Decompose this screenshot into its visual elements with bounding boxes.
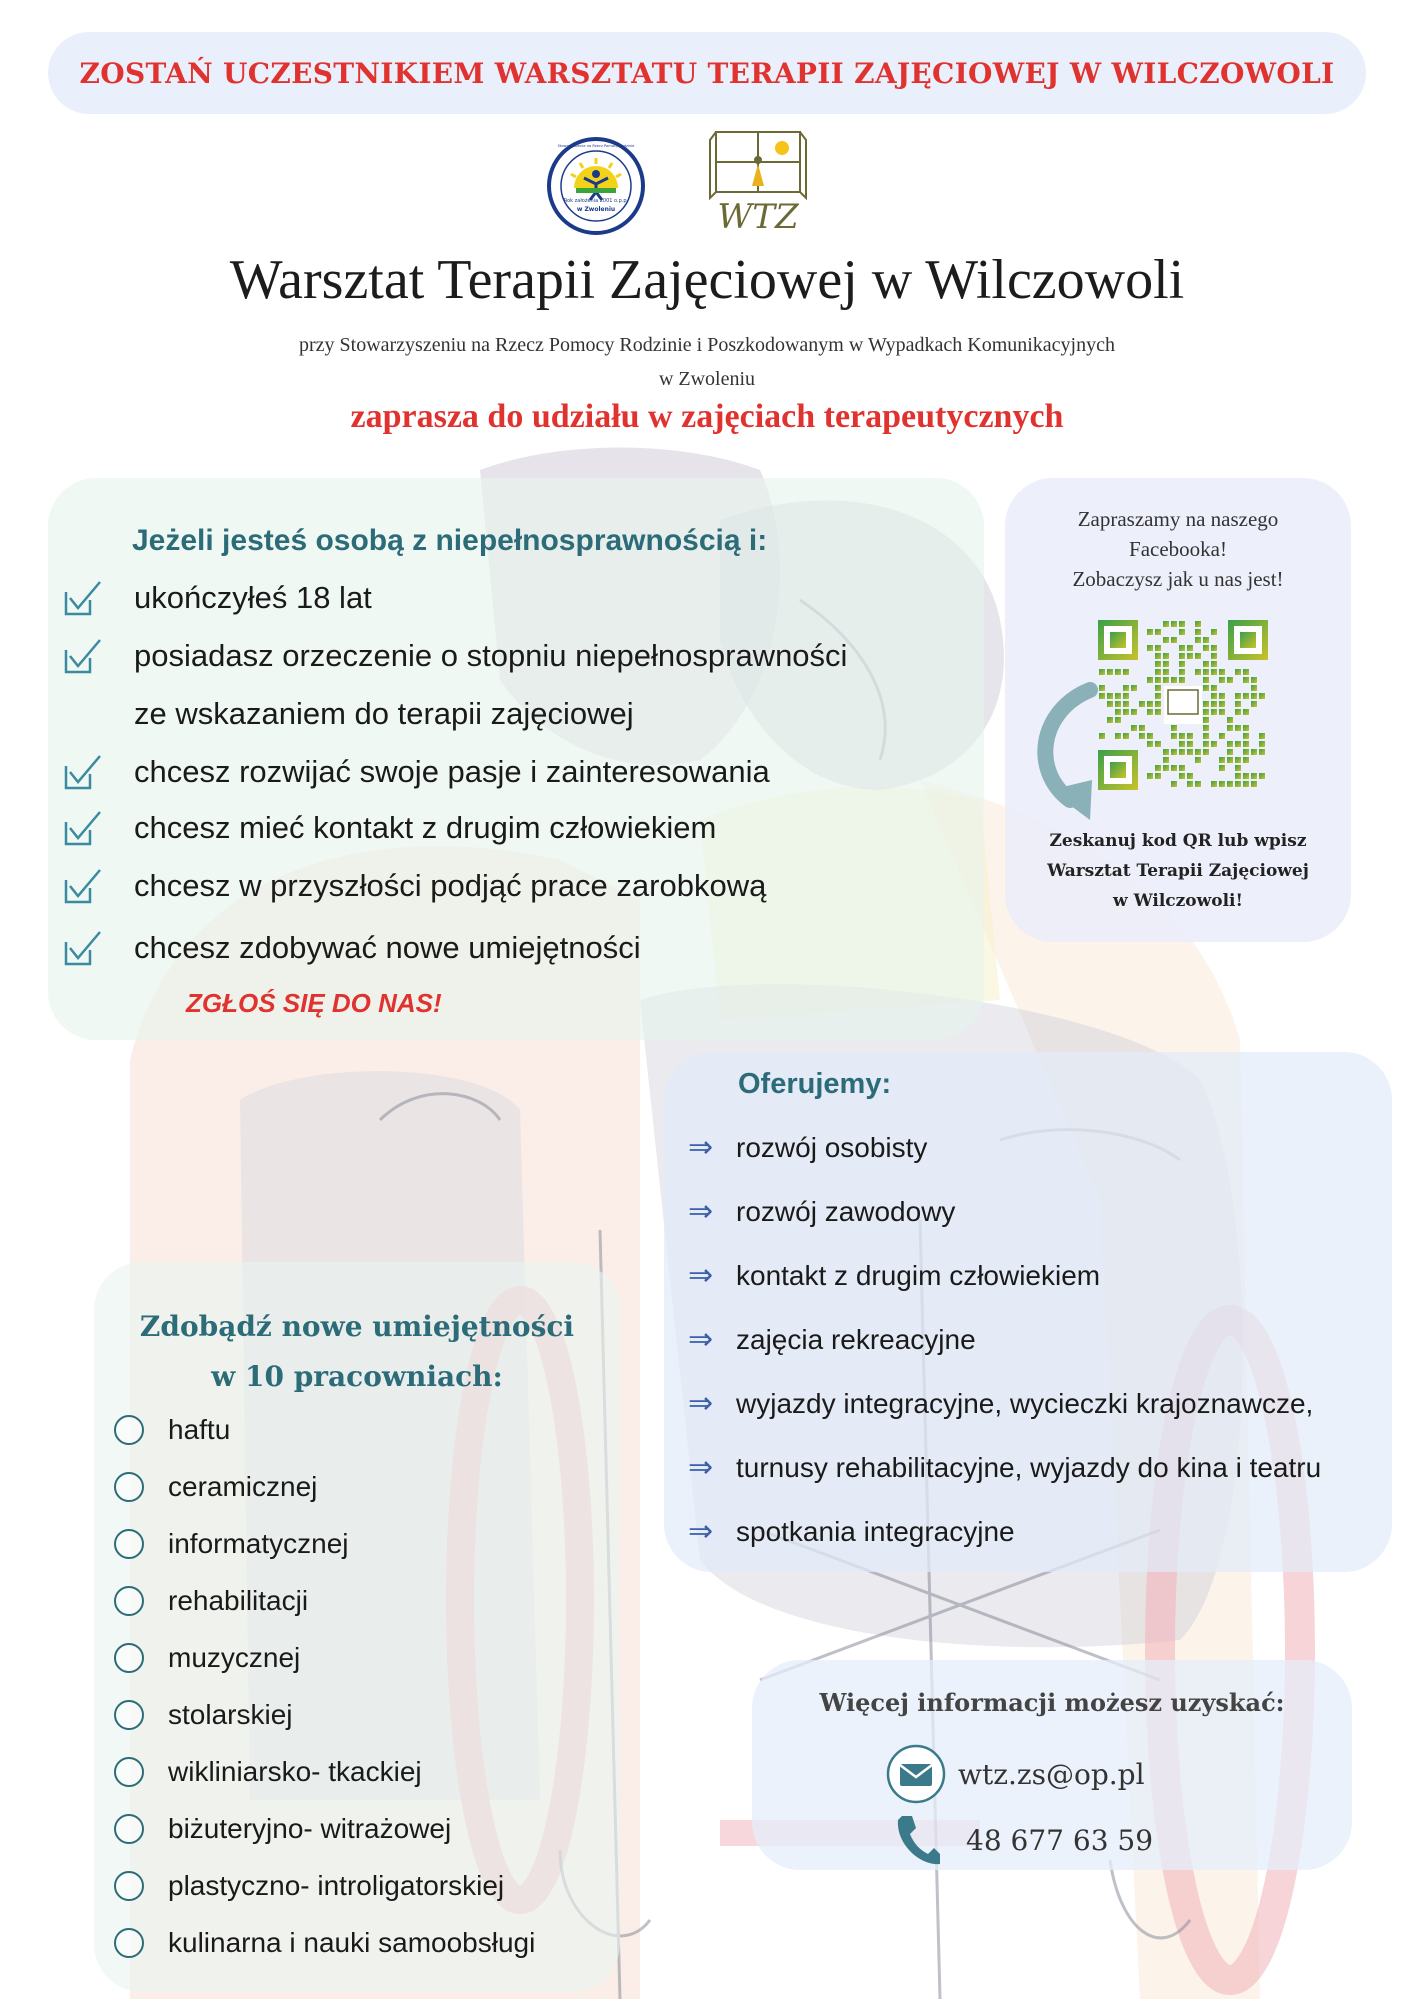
offer-item xyxy=(688,1258,1100,1293)
qr-module xyxy=(1179,645,1185,651)
qr-module xyxy=(1187,773,1193,779)
invite-text: zaprasza do udziału w zajęciach terapeutycznych xyxy=(350,398,1064,435)
cta-text: ZGŁOŚ SIĘ DO NAS! xyxy=(186,988,442,1018)
workshop-item xyxy=(114,1699,292,1731)
qr-module xyxy=(1171,621,1177,627)
qr-module xyxy=(1203,677,1209,683)
qr-module xyxy=(1235,669,1241,675)
qr-module xyxy=(1147,701,1153,707)
qr-module xyxy=(1251,693,1257,699)
double-arrow-icon: ⇒ xyxy=(688,1387,714,1420)
double-arrow-icon: ⇒ xyxy=(688,1131,714,1164)
qr-module xyxy=(1179,621,1185,627)
subtitle-line-1: przy Stowarzyszeniu na Rzecz Pomocy Rodzinie i Poszkodowanym w Wypadkach Komunikacyjnych xyxy=(298,334,1115,356)
requirement-text: chcesz rozwijać swoje pasje i zainteresowania xyxy=(134,754,770,789)
checkbox-checked-icon xyxy=(60,928,104,968)
qr-module xyxy=(1187,781,1193,787)
qr-module xyxy=(1227,725,1233,731)
workshop-item xyxy=(114,1528,349,1560)
email-icon xyxy=(886,1744,946,1804)
bullet-circle-icon xyxy=(114,1700,144,1730)
qr-module xyxy=(1131,685,1137,691)
requirement-text: ukończyłeś 18 lat xyxy=(134,580,372,615)
qr-module xyxy=(1251,685,1257,691)
qr-module xyxy=(1219,677,1225,683)
qr-module xyxy=(1203,741,1209,747)
checkbox-spacer xyxy=(60,694,104,734)
requirement-text: chcesz zdobywać nowe umiejętności xyxy=(134,930,641,965)
qr-module xyxy=(1155,677,1161,683)
double-arrow-icon: ⇒ xyxy=(688,1515,714,1548)
qr-module xyxy=(1163,661,1169,667)
requirement-item xyxy=(60,694,634,734)
qr-module xyxy=(1155,685,1161,691)
qr-module xyxy=(1195,653,1201,659)
qr-module xyxy=(1155,645,1161,651)
checkbox-checked-icon xyxy=(60,578,104,618)
qr-module xyxy=(1107,669,1113,675)
qr-module xyxy=(1203,645,1209,651)
checkbox-checked-icon xyxy=(60,636,104,676)
qr-module xyxy=(1179,669,1185,675)
qr-module xyxy=(1219,765,1225,771)
double-arrow-icon: ⇒ xyxy=(688,1259,714,1292)
bullet-circle-icon xyxy=(114,1415,144,1445)
workshop-item xyxy=(114,1414,230,1446)
qr-module xyxy=(1155,693,1161,699)
qr-module xyxy=(1243,773,1249,779)
qr-code[interactable] xyxy=(1098,620,1268,790)
qr-module xyxy=(1195,637,1201,643)
qr-module xyxy=(1259,741,1265,747)
qr-module xyxy=(1179,765,1185,771)
workshop-text: muzycznej xyxy=(168,1642,301,1673)
qr-module xyxy=(1123,693,1129,699)
association-logo-middle: Rok założenia 2001 o.p.p. xyxy=(563,198,629,204)
qr-module xyxy=(1219,701,1225,707)
workshop-text: ceramicznej xyxy=(168,1471,318,1502)
qr-module xyxy=(1123,701,1129,707)
qr-line-2: Warsztat Terapii Zajęciowej xyxy=(1047,861,1309,881)
bullet-circle-icon xyxy=(114,1757,144,1787)
double-arrow-icon: ⇒ xyxy=(688,1451,714,1484)
requirement-text: chcesz w przyszłości podjąć prace zarobkową xyxy=(134,868,767,903)
facebook-line-1: Zapraszamy na naszego xyxy=(1077,507,1279,531)
offer-item xyxy=(688,1386,1313,1421)
qr-module xyxy=(1235,725,1241,731)
qr-module xyxy=(1123,709,1129,715)
qr-module xyxy=(1155,669,1161,675)
qr-module xyxy=(1163,637,1169,643)
qr-module xyxy=(1203,709,1209,715)
qr-module xyxy=(1219,733,1225,739)
qr-module xyxy=(1211,685,1217,691)
qr-module xyxy=(1251,749,1257,755)
qr-module xyxy=(1243,693,1249,699)
qr-module xyxy=(1123,733,1129,739)
qr-module xyxy=(1147,629,1153,635)
qr-module xyxy=(1163,765,1169,771)
bullet-circle-icon xyxy=(114,1928,144,1958)
qr-module xyxy=(1155,709,1161,715)
requirement-text: chcesz mieć kontakt z drugim człowiekiem xyxy=(134,810,717,845)
double-arrow-icon: ⇒ xyxy=(688,1323,714,1356)
email-text[interactable]: wtz.zs@op.pl xyxy=(958,1757,1145,1791)
qr-module xyxy=(1139,733,1145,739)
qr-module xyxy=(1171,725,1177,731)
qr-module xyxy=(1115,701,1121,707)
qr-module xyxy=(1171,637,1177,643)
qr-module xyxy=(1235,701,1241,707)
qr-module xyxy=(1219,669,1225,675)
checkbox-checked-icon xyxy=(60,808,104,848)
offer-item xyxy=(688,1194,955,1229)
offer-text: turnusy rehabilitacyjne, wyjazdy do kina i teatru xyxy=(736,1451,1322,1483)
offer-heading: Oferujemy: xyxy=(738,1068,892,1100)
qr-module xyxy=(1155,629,1161,635)
curved-arrow-icon xyxy=(1020,680,1110,830)
workshop-text: informatycznej xyxy=(168,1528,349,1559)
qr-module xyxy=(1179,749,1185,755)
workshop-text: wikliniarsko- tkackiej xyxy=(168,1756,422,1787)
qr-module xyxy=(1131,725,1137,731)
qr-line-1: Zeskanuj kod QR lub wpisz xyxy=(1049,831,1307,851)
qr-module xyxy=(1187,741,1193,747)
qr-module xyxy=(1243,781,1249,787)
phone-text[interactable]: 48 677 63 59 xyxy=(966,1823,1154,1857)
qr-module xyxy=(1219,757,1225,763)
qr-module xyxy=(1195,669,1201,675)
qr-module xyxy=(1203,725,1209,731)
qr-module xyxy=(1163,621,1169,627)
association-logo-bottom: w Zwoleniu xyxy=(576,206,616,213)
qr-module xyxy=(1259,749,1265,755)
qr-line-3: w Wilczowoli! xyxy=(1113,891,1243,911)
qr-module xyxy=(1243,741,1249,747)
qr-module xyxy=(1203,637,1209,643)
qr-module xyxy=(1211,629,1217,635)
qr-module xyxy=(1187,749,1193,755)
banner-text: ZOSTAŃ UCZESTNIKIEM WARSZTATU TERAPII ZAJĘCIOWEJ W WILCZOWOLI xyxy=(79,56,1335,90)
qr-module xyxy=(1171,733,1177,739)
qr-module xyxy=(1243,725,1249,731)
qr-module xyxy=(1155,653,1161,659)
workshop-text: kulinarna i nauki samoobsługi xyxy=(168,1927,536,1958)
qr-module xyxy=(1179,741,1185,747)
workshop-item xyxy=(114,1756,422,1788)
workshop-text: haftu xyxy=(168,1414,231,1445)
qr-module xyxy=(1203,733,1209,739)
offer-text: rozwój zawodowy xyxy=(736,1195,956,1227)
qr-module xyxy=(1259,773,1265,779)
qr-module xyxy=(1251,701,1257,707)
qr-instructions xyxy=(1020,826,1336,916)
qr-module xyxy=(1163,669,1169,675)
workshop-item xyxy=(114,1642,300,1674)
qr-module xyxy=(1219,709,1225,715)
page-title: Warsztat Terapii Zajęciowej w Wilczowoli xyxy=(229,249,1185,311)
qr-module xyxy=(1235,741,1241,747)
qr-module xyxy=(1227,677,1233,683)
qr-module xyxy=(1227,781,1233,787)
facebook-line-3: Zobaczysz jak u nas jest! xyxy=(1072,567,1284,591)
offer-item xyxy=(688,1450,1321,1485)
offer-item xyxy=(688,1130,927,1165)
qr-module xyxy=(1227,749,1233,755)
workshop-text: biżuteryjno- witrażowej xyxy=(168,1813,452,1844)
contact-heading: Więcej informacji możesz uzyskać: xyxy=(819,1688,1285,1717)
qr-module xyxy=(1187,733,1193,739)
offer-text: spotkania integracyjne xyxy=(736,1515,1015,1547)
qr-module xyxy=(1179,661,1185,667)
qr-module xyxy=(1227,741,1233,747)
workshops-heading xyxy=(94,1302,620,1402)
requirement-item xyxy=(60,866,766,906)
qr-module xyxy=(1259,693,1265,699)
qr-module xyxy=(1195,629,1201,635)
qr-module xyxy=(1139,725,1145,731)
qr-module xyxy=(1171,749,1177,755)
qr-module xyxy=(1155,661,1161,667)
qr-module xyxy=(1131,709,1137,715)
qr-module xyxy=(1147,645,1153,651)
qr-module xyxy=(1099,669,1105,675)
qr-module xyxy=(1251,781,1257,787)
qr-module xyxy=(1115,709,1121,715)
requirement-item xyxy=(60,752,770,792)
bullet-circle-icon xyxy=(114,1529,144,1559)
qr-module xyxy=(1235,781,1241,787)
qr-module xyxy=(1203,701,1209,707)
qr-module xyxy=(1235,693,1241,699)
qr-module xyxy=(1211,781,1217,787)
qr-module xyxy=(1179,733,1185,739)
qr-module xyxy=(1235,773,1241,779)
qr-module xyxy=(1203,669,1209,675)
wtz-logo-text: WTZ xyxy=(717,197,799,237)
workshop-item xyxy=(114,1471,317,1503)
qr-module xyxy=(1115,693,1121,699)
association-logo-top: Stowarzyszenie na Rzecz Pomocy Rodzinie xyxy=(557,144,635,148)
workshop-item xyxy=(114,1870,504,1902)
workshop-item xyxy=(114,1813,451,1845)
qr-module xyxy=(1147,709,1153,715)
qr-module xyxy=(1179,629,1185,635)
qr-module xyxy=(1211,709,1217,715)
workshop-item xyxy=(114,1585,308,1617)
workshops-heading-line-2: w 10 pracowniach: xyxy=(211,1360,503,1393)
qr-module xyxy=(1235,709,1241,715)
qr-module xyxy=(1235,757,1241,763)
requirements-list xyxy=(60,0,980,1000)
qr-module xyxy=(1211,661,1217,667)
qr-module xyxy=(1211,693,1217,699)
bullet-circle-icon xyxy=(114,1871,144,1901)
qr-module xyxy=(1115,733,1121,739)
workshop-text: stolarskiej xyxy=(168,1699,293,1730)
qr-module xyxy=(1139,701,1145,707)
qr-module xyxy=(1211,645,1217,651)
qr-module xyxy=(1179,773,1185,779)
offer-item xyxy=(688,1322,976,1357)
qr-module xyxy=(1163,653,1169,659)
qr-module xyxy=(1155,701,1161,707)
qr-module xyxy=(1163,749,1169,755)
qr-module xyxy=(1203,661,1209,667)
bullet-circle-icon xyxy=(114,1814,144,1844)
qr-module xyxy=(1179,677,1185,683)
workshop-text: plastyczno- introligatorskiej xyxy=(168,1870,505,1901)
workshops-heading-line-1: Zdobądź nowe umiejętności xyxy=(139,1310,575,1343)
qr-module xyxy=(1243,757,1249,763)
qr-module xyxy=(1195,749,1201,755)
workshop-text: rehabilitacji xyxy=(168,1585,309,1616)
qr-module xyxy=(1195,621,1201,627)
facebook-invite xyxy=(1005,504,1351,594)
qr-module xyxy=(1147,677,1153,683)
qr-module xyxy=(1259,733,1265,739)
qr-module xyxy=(1203,749,1209,755)
qr-module xyxy=(1187,645,1193,651)
bullet-circle-icon xyxy=(114,1586,144,1616)
qr-module xyxy=(1123,669,1129,675)
qr-module xyxy=(1171,765,1177,771)
offer-text: rozwój osobisty xyxy=(736,1131,928,1163)
qr-module xyxy=(1227,757,1233,763)
offer-text: kontakt z drugim człowiekiem xyxy=(736,1259,1101,1291)
bullet-circle-icon xyxy=(114,1472,144,1502)
qr-module xyxy=(1163,677,1169,683)
qr-module xyxy=(1123,685,1129,691)
qr-module xyxy=(1243,669,1249,675)
qr-module xyxy=(1235,765,1241,771)
requirement-item xyxy=(60,928,641,968)
phone-row[interactable] xyxy=(892,1812,1153,1868)
qr-module xyxy=(1203,717,1209,723)
bullet-circle-icon xyxy=(114,1643,144,1673)
subtitle-line-2: w Zwoleniu xyxy=(658,368,756,390)
facebook-line-2: Facebooka! xyxy=(1129,537,1227,561)
qr-module xyxy=(1155,741,1161,747)
qr-module xyxy=(1147,741,1153,747)
qr-module xyxy=(1187,653,1193,659)
offer-item xyxy=(688,1514,1015,1549)
qr-module xyxy=(1195,781,1201,787)
qr-module xyxy=(1147,733,1153,739)
qr-module xyxy=(1115,717,1121,723)
requirement-item xyxy=(60,808,716,848)
offer-text: zajęcia rekreacyjne xyxy=(736,1323,976,1355)
qr-module xyxy=(1211,741,1217,747)
qr-module xyxy=(1211,653,1217,659)
email-row[interactable] xyxy=(886,1744,1145,1804)
qr-module xyxy=(1171,781,1177,787)
qr-module xyxy=(1203,685,1209,691)
qr-module xyxy=(1155,765,1161,771)
qr-module xyxy=(1243,733,1249,739)
workshop-item xyxy=(114,1927,535,1959)
qr-module xyxy=(1115,669,1121,675)
qr-module xyxy=(1227,717,1233,723)
qr-module xyxy=(1171,677,1177,683)
qr-module xyxy=(1219,781,1225,787)
qr-module xyxy=(1219,693,1225,699)
qr-module xyxy=(1211,701,1217,707)
requirement-text: posiadasz orzeczenie o stopniu niepełnosprawności xyxy=(134,638,848,673)
requirement-item xyxy=(60,636,847,676)
requirement-item xyxy=(60,578,372,618)
qr-module xyxy=(1163,757,1169,763)
phone-icon xyxy=(892,1812,942,1868)
offer-text: wyjazdy integracyjne, wycieczki krajoznawcze, xyxy=(736,1387,1314,1419)
qr-module xyxy=(1179,653,1185,659)
requirement-text: ze wskazaniem do terapii zajęciowej xyxy=(134,696,634,731)
double-arrow-icon: ⇒ xyxy=(688,1195,714,1228)
qr-module xyxy=(1211,669,1217,675)
qr-module xyxy=(1243,677,1249,683)
qr-module xyxy=(1155,773,1161,779)
qr-module xyxy=(1147,773,1153,779)
qr-module xyxy=(1195,757,1201,763)
checkbox-checked-icon xyxy=(60,752,104,792)
qr-module xyxy=(1243,709,1249,715)
requirements-heading: Jeżeli jesteś osobą z niepełnosprawnością i: xyxy=(132,524,768,557)
checkbox-checked-icon xyxy=(60,866,104,906)
qr-module xyxy=(1251,773,1257,779)
qr-module xyxy=(1243,749,1249,755)
qr-module xyxy=(1251,677,1257,683)
